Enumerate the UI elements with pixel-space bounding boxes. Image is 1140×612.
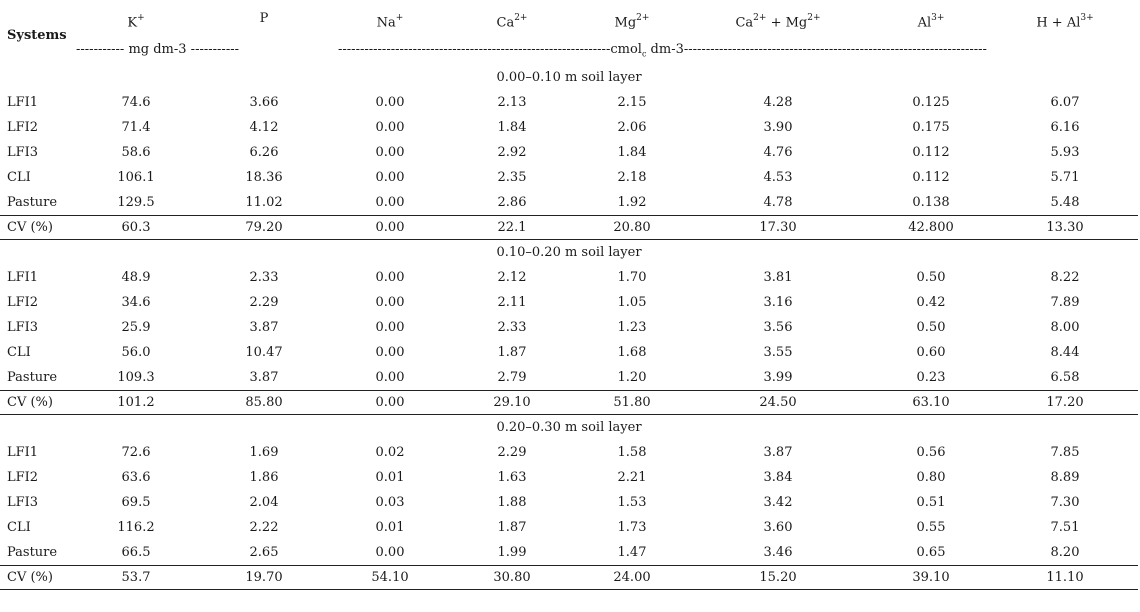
col-header-ca-mg: [735, 11, 820, 31]
soil-layer-label: 0.00–0.10 m soil layer: [496, 70, 642, 85]
value-cell: 1.69: [249, 445, 279, 460]
cv-value-cell: 19.70: [245, 570, 283, 585]
value-cell: 3.81: [763, 270, 793, 285]
system-name-cell: LFI3: [7, 145, 39, 160]
col-header-mg-sup: 2+: [636, 13, 650, 23]
value-cell: 72.6: [121, 445, 151, 460]
value-cell: 71.4: [121, 120, 151, 135]
value-cell: 1.87: [497, 520, 527, 535]
value-cell: 2.29: [249, 295, 279, 310]
value-cell: 0.51: [916, 495, 946, 510]
cv-value-cell: 54.10: [371, 570, 409, 585]
value-cell: 3.87: [249, 320, 279, 335]
value-cell: 0.42: [916, 295, 946, 310]
col-header-ca: [497, 11, 528, 31]
value-cell: 0.00: [375, 295, 405, 310]
value-cell: 2.33: [249, 270, 279, 285]
cv-value-cell: 85.80: [245, 395, 283, 410]
value-cell: 0.138: [912, 195, 950, 210]
col-header-h-al: [1036, 11, 1093, 31]
value-cell: 74.6: [121, 95, 151, 110]
value-cell: 48.9: [121, 270, 151, 285]
value-cell: 8.89: [1050, 470, 1080, 485]
value-cell: 129.5: [117, 195, 155, 210]
value-cell: 3.56: [763, 320, 793, 335]
value-cell: 0.50: [916, 270, 946, 285]
cv-value-cell: 53.7: [121, 570, 151, 585]
value-cell: 3.66: [249, 95, 279, 110]
col-header-h-al-base: H + Al: [1036, 15, 1081, 31]
value-cell: 1.92: [617, 195, 647, 210]
cv-value-cell: 42.800: [908, 220, 954, 235]
col-header-ca-sup: 2+: [514, 13, 528, 23]
value-cell: 2.22: [249, 520, 279, 535]
value-cell: 2.35: [497, 170, 527, 185]
value-cell: 3.90: [763, 120, 793, 135]
value-cell: 1.87: [497, 345, 527, 360]
cv-value-cell: 60.3: [121, 220, 151, 235]
cv-label-cell: CV (%): [7, 395, 53, 410]
col-header-ca-mg-base2: + Mg: [766, 15, 808, 31]
system-name-cell: CLI: [7, 170, 31, 185]
value-cell: 0.00: [375, 320, 405, 335]
value-cell: 3.42: [763, 495, 793, 510]
cv-value-cell: 15.20: [759, 570, 797, 585]
value-cell: 0.112: [912, 170, 950, 185]
value-cell: 0.112: [912, 145, 950, 160]
unit-cmol-left: --------------------------------------------------------------cmol: [338, 42, 642, 57]
unit-cmol-sub: c: [641, 49, 647, 59]
col-header-k-sup: +: [137, 13, 145, 23]
value-cell: 69.5: [121, 495, 151, 510]
value-cell: 2.13: [497, 95, 527, 110]
value-cell: 5.71: [1050, 170, 1080, 185]
value-cell: 3.55: [763, 345, 793, 360]
value-cell: 3.60: [763, 520, 793, 535]
value-cell: 2.06: [617, 120, 647, 135]
value-cell: 3.46: [763, 545, 793, 560]
value-cell: 1.70: [617, 270, 647, 285]
cv-value-cell: 0.00: [375, 220, 405, 235]
system-name-cell: LFI2: [7, 470, 39, 485]
value-cell: 2.04: [249, 495, 279, 510]
cv-label-cell: CV (%): [7, 220, 53, 235]
value-cell: 5.93: [1050, 145, 1080, 160]
cv-value-cell: 51.80: [613, 395, 651, 410]
table-rule: [0, 589, 1138, 590]
value-cell: 1.58: [617, 445, 647, 460]
cv-value-cell: 20.80: [613, 220, 651, 235]
value-cell: 63.6: [121, 470, 151, 485]
soil-layer-label: 0.10–0.20 m soil layer: [496, 245, 642, 260]
value-cell: 0.60: [916, 345, 946, 360]
value-cell: 2.86: [497, 195, 527, 210]
system-name-cell: LFI3: [7, 495, 39, 510]
value-cell: 0.175: [912, 120, 950, 135]
value-cell: 2.79: [497, 370, 527, 385]
value-cell: 3.99: [763, 370, 793, 385]
value-cell: 8.20: [1050, 545, 1080, 560]
value-cell: 1.68: [617, 345, 647, 360]
value-cell: 25.9: [121, 320, 151, 335]
system-name-cell: LFI2: [7, 295, 39, 310]
value-cell: 0.00: [375, 170, 405, 185]
value-cell: 3.84: [763, 470, 793, 485]
col-header-al-sup: 3+: [931, 13, 945, 23]
value-cell: 2.21: [617, 470, 647, 485]
value-cell: 11.02: [245, 195, 283, 210]
value-cell: 2.33: [497, 320, 527, 335]
systems-header: Systems: [7, 28, 67, 43]
value-cell: 4.53: [763, 170, 793, 185]
value-cell: 0.00: [375, 145, 405, 160]
col-header-al: [918, 11, 945, 31]
system-name-cell: CLI: [7, 520, 31, 535]
value-cell: 58.6: [121, 145, 151, 160]
col-header-p: [260, 11, 269, 27]
value-cell: 106.1: [117, 170, 155, 185]
value-cell: 0.01: [375, 520, 405, 535]
value-cell: 18.36: [245, 170, 283, 185]
value-cell: 1.53: [617, 495, 647, 510]
value-cell: 1.63: [497, 470, 527, 485]
value-cell: 1.05: [617, 295, 647, 310]
cv-value-cell: 39.10: [912, 570, 950, 585]
col-header-h-al-sup: 3+: [1080, 13, 1094, 23]
value-cell: 3.16: [763, 295, 793, 310]
value-cell: 0.50: [916, 320, 946, 335]
value-cell: 4.76: [763, 145, 793, 160]
value-cell: 56.0: [121, 345, 151, 360]
value-cell: 2.12: [497, 270, 527, 285]
value-cell: 8.22: [1050, 270, 1080, 285]
value-cell: 66.5: [121, 545, 151, 560]
col-header-k-base: K: [127, 15, 138, 31]
value-cell: 2.65: [249, 545, 279, 560]
value-cell: 6.07: [1050, 95, 1080, 110]
col-header-ca-mg-base: Ca: [735, 15, 754, 31]
col-header-k: [127, 11, 144, 31]
cv-value-cell: 24.00: [613, 570, 651, 585]
table-rule: [0, 239, 1138, 240]
cv-value-cell: 17.20: [1046, 395, 1084, 410]
value-cell: 4.12: [249, 120, 279, 135]
value-cell: 7.85: [1050, 445, 1080, 460]
cv-value-cell: 0.00: [375, 395, 405, 410]
value-cell: 109.3: [117, 370, 155, 385]
value-cell: 1.23: [617, 320, 647, 335]
system-name-cell: Pasture: [7, 195, 58, 210]
value-cell: 6.58: [1050, 370, 1080, 385]
value-cell: 3.87: [249, 370, 279, 385]
value-cell: 0.01: [375, 470, 405, 485]
value-cell: 0.03: [375, 495, 405, 510]
value-cell: 0.00: [375, 545, 405, 560]
cv-value-cell: 13.30: [1046, 220, 1084, 235]
col-header-na-base: Na: [376, 15, 396, 31]
value-cell: 0.23: [916, 370, 946, 385]
value-cell: 5.48: [1050, 195, 1080, 210]
cv-value-cell: 11.10: [1046, 570, 1084, 585]
value-cell: 1.47: [617, 545, 647, 560]
cv-value-cell: 79.20: [245, 220, 283, 235]
value-cell: 1.84: [617, 145, 647, 160]
value-cell: 6.16: [1050, 120, 1080, 135]
value-cell: 1.84: [497, 120, 527, 135]
system-name-cell: LFI2: [7, 120, 39, 135]
cv-value-cell: 22.1: [497, 220, 527, 235]
value-cell: 2.18: [617, 170, 647, 185]
value-cell: 0.00: [375, 270, 405, 285]
value-cell: 2.92: [497, 145, 527, 160]
unit-mg-dm3: ----------- mg dm-3 -----------: [76, 42, 239, 57]
value-cell: 0.55: [916, 520, 946, 535]
value-cell: 0.00: [375, 370, 405, 385]
value-cell: 2.11: [497, 295, 527, 310]
cv-value-cell: 30.80: [493, 570, 531, 585]
col-header-na: [377, 11, 404, 31]
value-cell: 0.00: [375, 195, 405, 210]
value-cell: 3.87: [763, 445, 793, 460]
value-cell: 34.6: [121, 295, 151, 310]
value-cell: 1.73: [617, 520, 647, 535]
value-cell: 1.88: [497, 495, 527, 510]
system-name-cell: CLI: [7, 345, 31, 360]
col-header-mg: [615, 11, 650, 31]
table-rule: [0, 414, 1138, 415]
value-cell: 1.86: [249, 470, 279, 485]
value-cell: 7.89: [1050, 295, 1080, 310]
value-cell: 4.28: [763, 95, 793, 110]
value-cell: 8.00: [1050, 320, 1080, 335]
value-cell: 1.99: [497, 545, 527, 560]
value-cell: 4.78: [763, 195, 793, 210]
unit-cmol-right: dm-3---------------------------------------------------------------------: [646, 42, 987, 57]
soil-layer-label: 0.20–0.30 m soil layer: [496, 420, 642, 435]
table-rule: [0, 565, 1138, 566]
cv-value-cell: 17.30: [759, 220, 797, 235]
unit-cmol-dm3: [338, 42, 987, 63]
cv-value-cell: 24.50: [759, 395, 797, 410]
value-cell: 1.20: [617, 370, 647, 385]
cv-value-cell: 29.10: [493, 395, 531, 410]
col-header-al-base: Al: [917, 15, 932, 31]
value-cell: 0.00: [375, 345, 405, 360]
table-rule: [0, 390, 1138, 391]
col-header-ca-mg-sup2: 2+: [807, 13, 821, 23]
value-cell: 7.51: [1050, 520, 1080, 535]
value-cell: 116.2: [117, 520, 155, 535]
system-name-cell: LFI1: [7, 445, 39, 460]
col-header-ca-base: Ca: [496, 15, 515, 31]
system-name-cell: LFI1: [7, 95, 39, 110]
col-header-na-sup: +: [395, 13, 404, 23]
system-name-cell: Pasture: [7, 370, 58, 385]
system-name-cell: Pasture: [7, 545, 58, 560]
value-cell: 2.29: [497, 445, 527, 460]
col-header-p-base: P: [259, 11, 269, 26]
value-cell: 0.02: [375, 445, 405, 460]
value-cell: 0.65: [916, 545, 946, 560]
value-cell: 6.26: [249, 145, 279, 160]
value-cell: 0.80: [916, 470, 946, 485]
value-cell: 10.47: [245, 345, 283, 360]
cv-value-cell: 63.10: [912, 395, 950, 410]
cv-label-cell: CV (%): [7, 570, 53, 585]
value-cell: 8.44: [1050, 345, 1080, 360]
value-cell: 0.00: [375, 120, 405, 135]
system-name-cell: LFI3: [7, 320, 39, 335]
value-cell: 0.125: [912, 95, 950, 110]
system-name-cell: LFI1: [7, 270, 39, 285]
col-header-mg-base: Mg: [614, 15, 637, 31]
value-cell: 2.15: [617, 95, 647, 110]
table-rule: [0, 215, 1138, 216]
value-cell: 0.00: [375, 95, 405, 110]
value-cell: 0.56: [916, 445, 946, 460]
value-cell: 7.30: [1050, 495, 1080, 510]
cv-value-cell: 101.2: [117, 395, 155, 410]
col-header-ca-mg-sup: 2+: [753, 13, 767, 23]
